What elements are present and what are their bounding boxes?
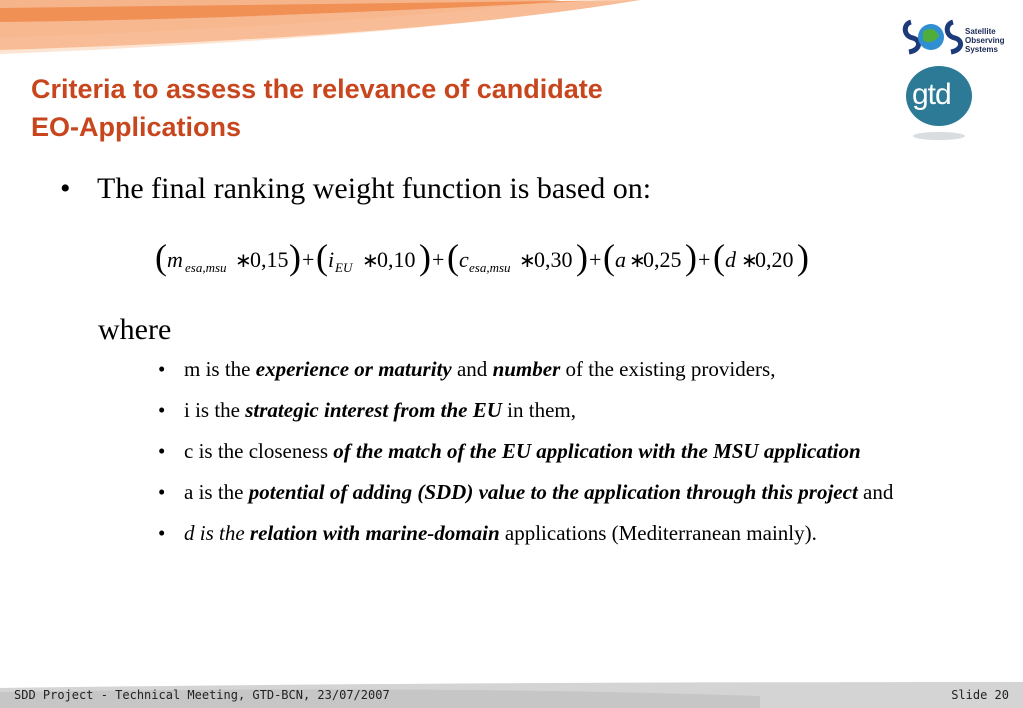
title-line-2: EO-Applications [31,112,242,142]
svg-text:): ) [419,237,431,277]
svg-text:+: + [589,247,602,272]
bullet-dot: • [60,172,71,205]
svg-text:(: ( [155,237,167,277]
formula-w5: 0,20 [755,247,794,272]
sos-text-line-3: Systems [965,45,998,54]
where-label: where [98,313,172,346]
gtd-logo-text: gtd [912,78,951,111]
svg-text:): ) [289,237,301,277]
svg-text:∗: ∗ [519,250,536,272]
list-item: • m is the experience or maturity and number of the existing providers, [158,357,776,381]
formula-d: d [725,247,736,272]
footer-slide-number: Slide 20 [951,688,1009,702]
formula-c: c [459,247,469,272]
criteria-list [158,354,918,559]
svg-text:(: ( [316,237,328,277]
svg-text:+: + [302,247,315,272]
item-emphasis: relation with marine-domain [249,521,500,545]
item-emphasis: strategic interest from the EU [245,398,502,422]
formula-a: a [615,247,626,272]
formula-w1: 0,15 [250,247,289,272]
sos-text-line-1: Satellite [965,27,996,36]
svg-text:∗: ∗ [741,250,758,272]
svg-text:+: + [698,247,711,272]
formula-m: m [167,247,183,272]
sos-logo [905,22,960,52]
sos-logo-text [965,27,1005,54]
svg-text:∗: ∗ [235,250,252,272]
main-bullet-text: The final ranking weight function is based on: [97,172,652,205]
item-text: c is the closeness [184,439,334,463]
item-text: of the existing providers, [560,357,776,381]
svg-text:(: ( [447,237,459,277]
svg-text:): ) [576,237,588,277]
svg-text:(: ( [713,237,725,277]
svg-text:∗: ∗ [362,250,379,272]
item-emphasis: potential of adding (SDD) value to the application through this project [248,480,858,504]
list-item: • a is the potential of adding (SDD) value to the application through this project and [158,480,894,504]
formula-w2: 0,10 [377,247,416,272]
item-text: a is the [184,480,249,504]
item-text: in them, [501,398,576,422]
ranking-formula [155,236,815,282]
slide-title [31,70,603,146]
item-text: m is the [184,357,256,381]
formula-w4: 0,25 [643,247,682,272]
svg-text:): ) [797,237,809,277]
formula-i: i [328,247,335,272]
list-item: • d is the relation with marine-domain applications (Mediterranean mainly). [158,521,817,545]
top-swoosh-decoration [0,0,1023,60]
svg-text:): ) [685,237,697,277]
footer-meeting-info: SDD Project - Technical Meeting, GTD-BCN, 23/07/2007 [14,688,390,702]
formula-w3: 0,30 [534,247,573,272]
item-text: i is the [184,398,246,422]
sos-text-line-2: Observing [965,36,1005,45]
item-emphasis: of the match of the EU application with the MSU application [333,439,861,463]
item-text: applications (Mediterranean mainly). [499,521,817,545]
formula-c-sub: esa,msu [469,260,511,275]
svg-text:(: ( [603,237,615,277]
list-item: • c is the closeness of the match of the EU application with the MSU application [158,439,861,463]
item-text: and [857,480,894,504]
item-emphasis: experience or maturity [255,357,452,381]
list-item: • i is the strategic interest from the EU in them, [158,398,576,422]
svg-text:+: + [432,247,445,272]
item-emphasis: number [492,357,561,381]
item-text: and [451,357,493,381]
title-line-1: Criteria to assess the relevance of candidate [31,74,603,104]
formula-i-sub: EU [335,260,353,275]
svg-text:∗: ∗ [629,250,646,272]
main-bullet [60,172,651,206]
formula-m-sub: esa,msu [185,260,227,275]
item-text: d is the [184,521,250,545]
